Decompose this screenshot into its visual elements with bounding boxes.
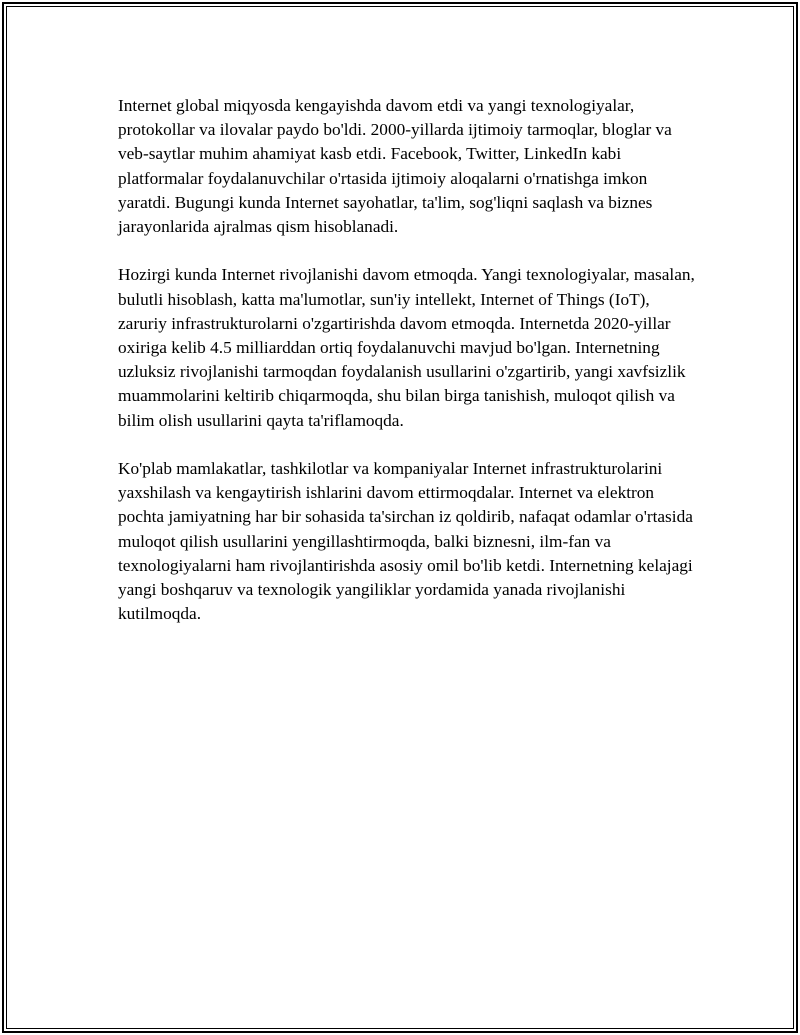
paragraph-1: Internet global miqyosda kengayishda davom etdi va yangi texnologiyalar, protokollar va ilovalar paydo bo'ldi. 2000-yillarda ijtimoiy tarmoqlar, bloglar va veb-saytlar muhim ahamiyat kasb etdi. Facebook, Twitter, LinkedIn kabi platformalar foydalanuvchilar o'rtasida ijtimoiy aloqalarni o'rnatishga imkon yaratdi. Bugungi kunda Internet sayohatlar, ta'lim, sog'liqni saqlash va biznes jarayonlarida ajralmas qism hisoblanadi. bbox=[118, 96, 672, 237]
document-body bbox=[118, 94, 698, 651]
paragraph-3: Ko'plab mamlakatlar, tashkilotlar va kompaniyalar Internet infrastrukturolarini yaxshilash va kengaytirish ishlarini davom ettirmoqdalar. Internet va elektron pochta jamiyatning har bir sohasida ta'sirchan iz qoldirib, nafaqat odamlar o'rtasida muloqot qilish usullarini yengillashtirmoqda, balki biznesni, ilm-fan va texnologiyalarni ham rivojlantirishda asosiy omil bo'lib ketdi. Internetning kelajagi yangi boshqaruv va texnologik yangiliklar yordamida yanada rivojlanishi kutilmoqda. bbox=[118, 459, 693, 624]
paragraph-2: Hozirgi kunda Internet rivojlanishi davom etmoqda. Yangi texnologiyalar, masalan, bulutli hisoblash, katta ma'lumotlar, sun'iy intellekt, Internet of Things (IoT), zaruriy infrastrukturolarni o'zgartirishda davom etmoqda. Internetda 2020-yillar oxiriga kelib 4.5 milliarddan ortiq foydalanuvchi mavjud bo'lgan. Internetning uzluksiz rivojlanishi tarmoqdan foydalanish usullarini o'zgartirib, yangi xavfsizlik muammolarini keltirib chiqarmoqda, shu bilan birga tanishish, muloqot qilish va bilim olish usullarini qayta ta'riflamoqda. bbox=[118, 265, 695, 430]
